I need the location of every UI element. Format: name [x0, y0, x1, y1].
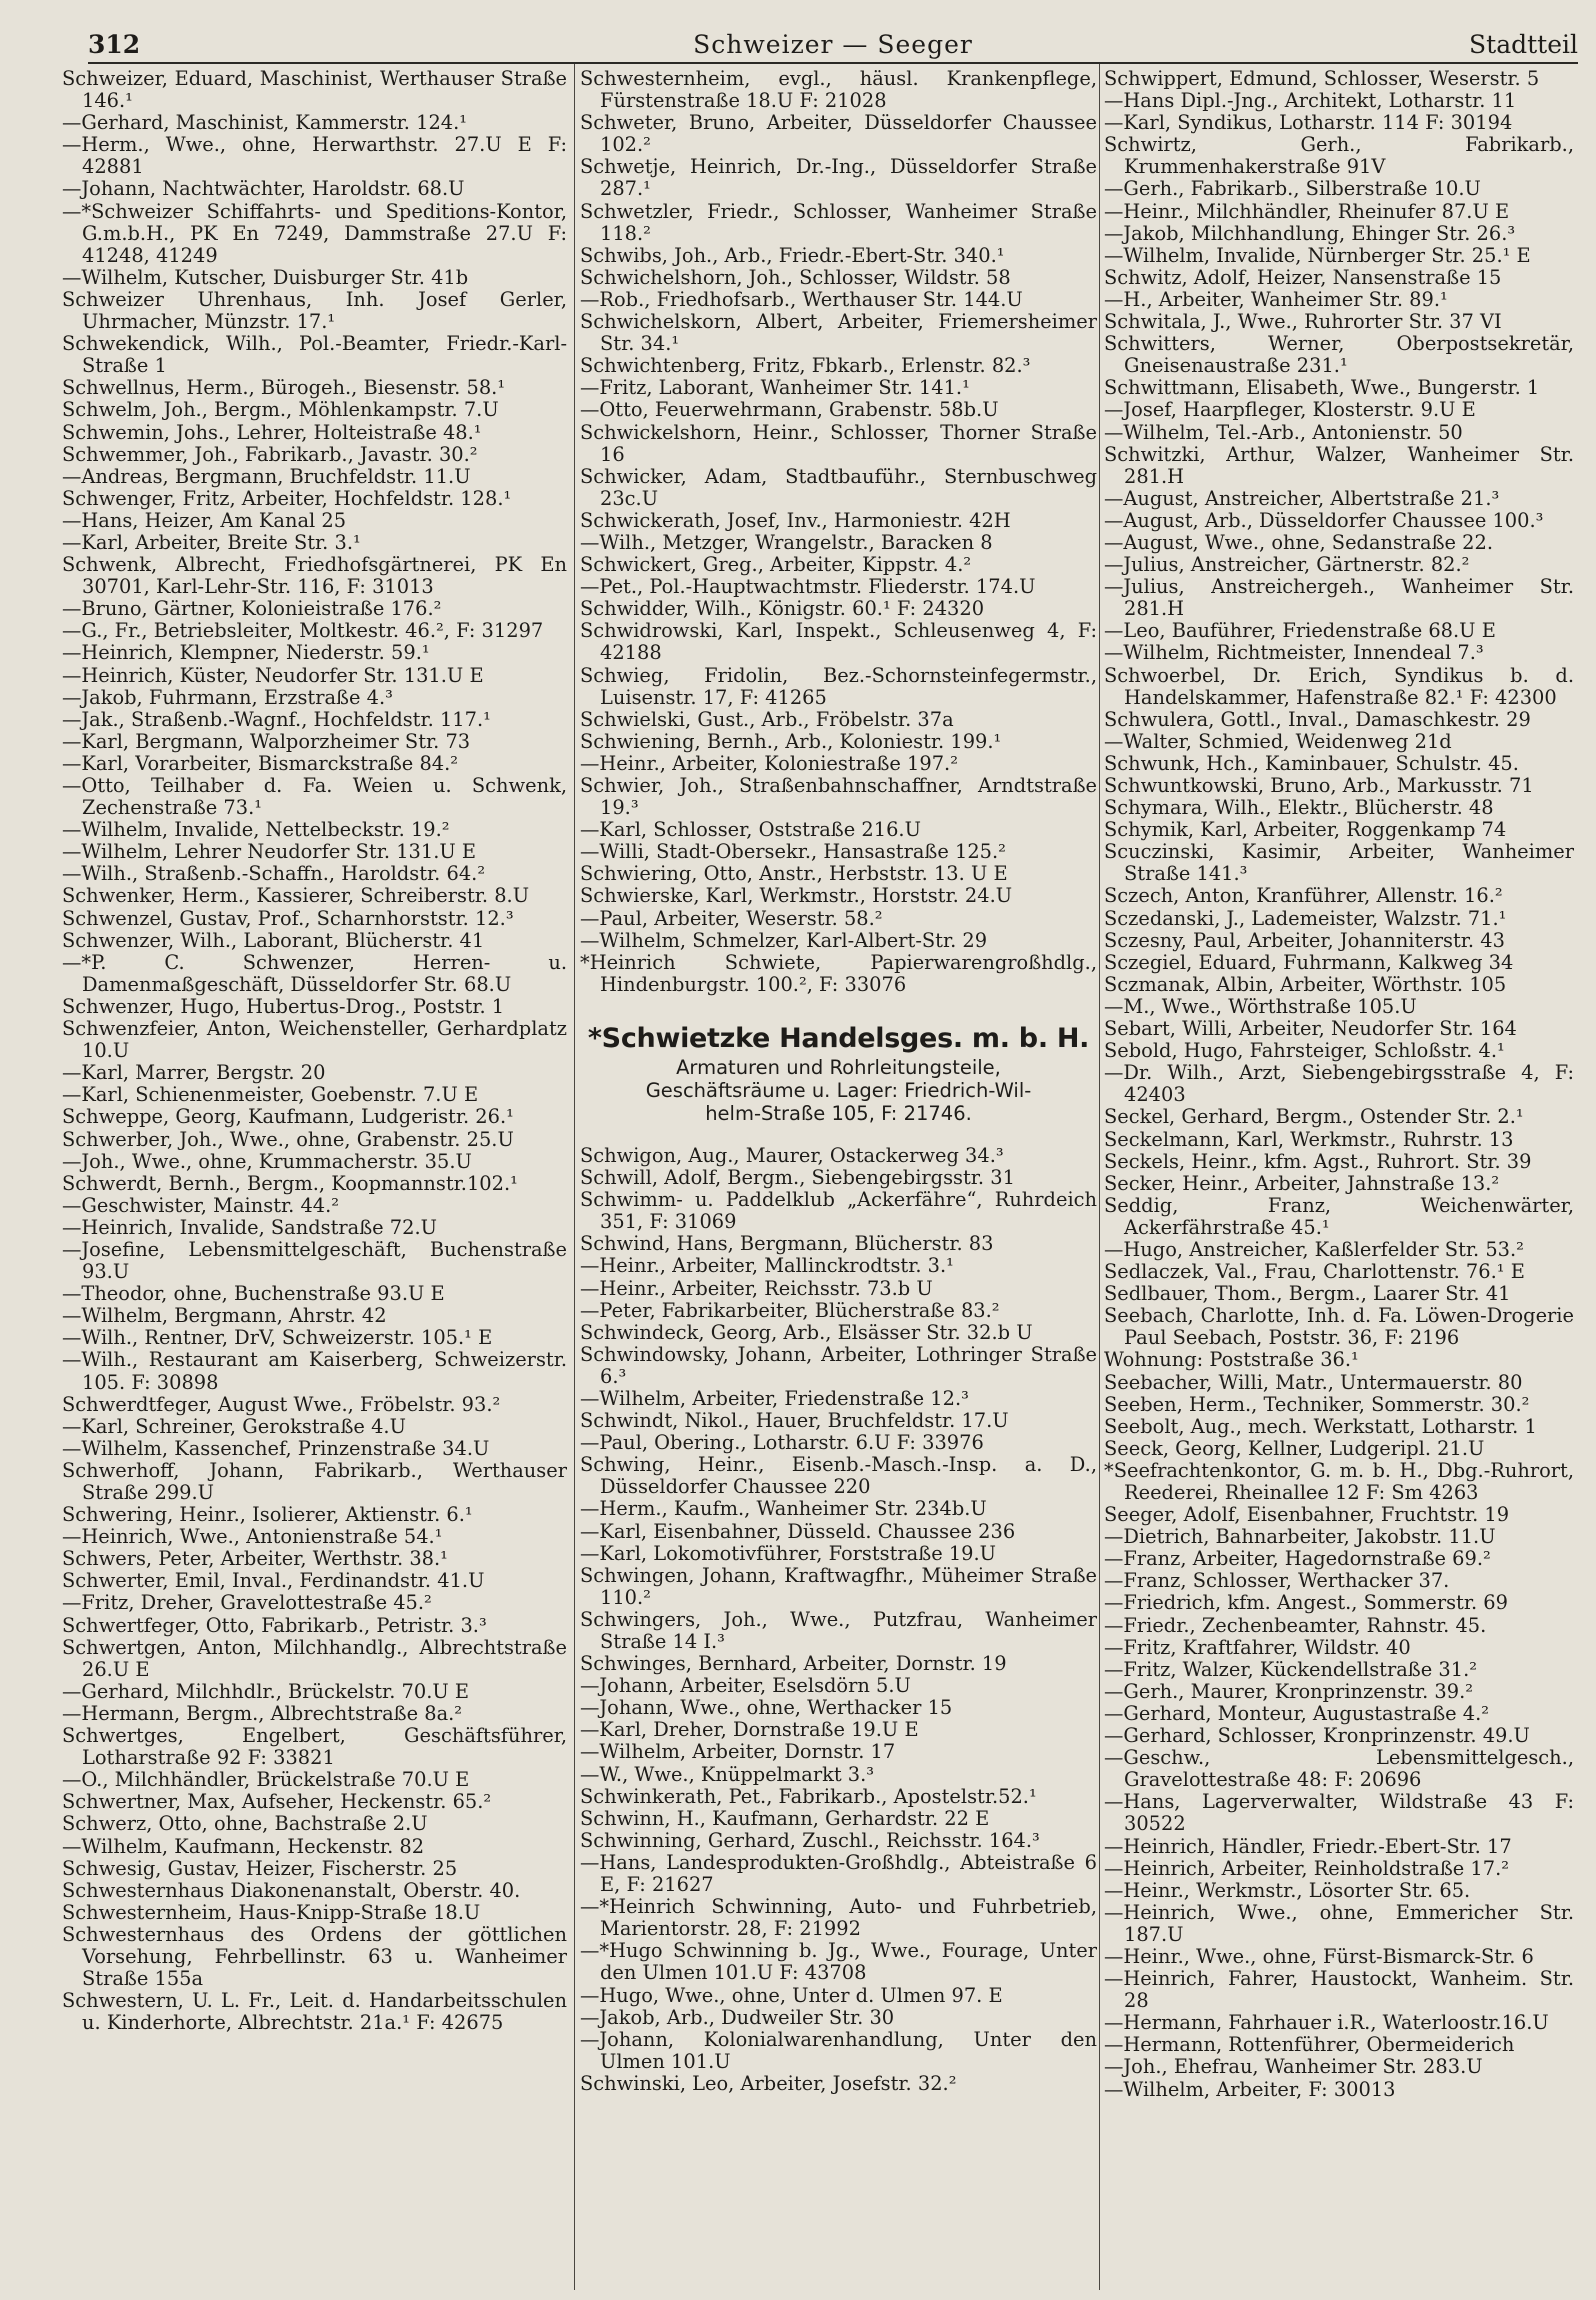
- directory-entry: Schwerter, Emil, Inval., Ferdinandstr. 41.U: [62, 1569, 485, 1593]
- directory-entry: Schweizer, Eduard, Maschinist, Werthauser Straße 146.¹: [62, 68, 567, 113]
- directory-entry: Seebacher, Willi, Matr., Untermauerstr. 80: [1104, 1370, 1523, 1394]
- directory-entry: —Franz, Arbeiter, Hagedornstraße 69.²: [1104, 1547, 1491, 1571]
- directory-entry: —Rob., Friedhofsarb., Werthauser Str. 144.U: [580, 287, 1023, 311]
- directory-entry: —Hans, Lagerverwalter, Wildstraße 43 F: 30522: [1104, 1790, 1574, 1836]
- directory-entry: —Wilhelm, Kassenchef, Prinzenstraße 34.U: [62, 1436, 490, 1460]
- directory-entry: Schwesternhaus des Ordens der göttlichen Vorsehung, Fehrbellinstr. 63 u. Wanheimer Straße 155a: [62, 1922, 567, 1991]
- advertisement-line: Armaturen und Rohrleitungsteile,: [676, 1055, 1001, 1079]
- directory-entry: Schwichelskorn, Albert, Arbeiter, Friemersheimer Str. 34.¹: [580, 310, 1097, 356]
- directory-entry: —*P. C. Schwenzer, Herren- u. Damenmaßgeschäft, Düsseldorfer Str. 68.U: [62, 950, 567, 996]
- directory-entry: —Heinrich, Wwe., ohne, Emmericher Str. 187.U: [1104, 1900, 1574, 1946]
- directory-entry: Schwertfeger, Otto, Fabrikarb., Petristr. 3.³: [62, 1613, 487, 1637]
- directory-entry: —Wilhelm, Bergmann, Ahrstr. 42: [62, 1304, 387, 1328]
- directory-entry: Schwicker, Adam, Stadtbauführ., Sternbuschweg 23c.U: [580, 464, 1097, 510]
- directory-entry: Schwingers, Joh., Wwe., Putzfrau, Wanheimer Straße 14 I.³: [580, 1607, 1097, 1653]
- directory-entry: —Johann, Kolonialwarenhandlung, Unter den Ulmen 101.U: [580, 2027, 1097, 2073]
- directory-entry: —Jak., Straßenb.-Wagnf., Hochfeldstr. 117.¹: [62, 707, 491, 731]
- column-1: [62, 68, 567, 2288]
- directory-entry: Schwuntkowski, Bruno, Arb., Markusstr. 71: [1104, 774, 1534, 797]
- directory-entry: —Heinr., Werkmstr., Lösorter Str. 65.: [1104, 1878, 1471, 1902]
- directory-entry: —Heinr., Milchhändler, Rheinufer 87.U E: [1104, 199, 1510, 223]
- directory-entry: Schwenzer, Wilh., Laborant, Blücherstr. 41: [62, 928, 485, 952]
- directory-entry: —Heinrich, Händler, Friedr.-Ebert-Str. 17: [1104, 1834, 1512, 1858]
- directory-entry: Schwittmann, Elisabeth, Wwe., Bungerstr. 1: [1104, 376, 1540, 400]
- directory-entry: —Julius, Anstreichergeh., Wanheimer Str. 281.H: [1104, 575, 1574, 621]
- directory-entry: Schwingen, Johann, Kraftwagfhr., Müheimer Straße 110.²: [580, 1563, 1097, 1609]
- directory-entry: Schwerber, Joh., Wwe., ohne, Grabenstr. 25.U: [62, 1127, 514, 1151]
- directory-entry: Schwinski, Leo, Arbeiter, Josefstr. 32.²: [580, 2071, 957, 2095]
- directory-entry: Schwitzki, Arthur, Walzer, Wanheimer Str. 281.H: [1104, 442, 1574, 488]
- directory-entry: —Dr. Wilh., Arzt, Siebengebirgsstraße 4, F: 42403: [1104, 1061, 1574, 1107]
- directory-entry: Schwill, Adolf, Bergm., Siebengebirgsstr. 31: [580, 1166, 1015, 1190]
- directory-entry: Sczegiel, Eduard, Fuhrmann, Kalkweg 34: [1104, 950, 1514, 974]
- directory-entry: Schwitters, Werner, Oberpostsekretär, Gneisenaustraße 231.¹: [1104, 332, 1574, 378]
- directory-entry: —Karl, Arbeiter, Breite Str. 3.¹: [62, 530, 361, 554]
- directory-entry: —Wilhelm, Tel.-Arb., Antonienstr. 50: [1104, 420, 1463, 444]
- directory-entry: —Karl, Schienenmeister, Goebenstr. 7.U E: [62, 1083, 479, 1107]
- directory-entry: —Karl, Bergmann, Walporzheimer Str. 73: [62, 729, 471, 753]
- directory-entry: Schwippert, Edmund, Schlosser, Weserstr. 5: [1104, 68, 1540, 90]
- directory-entry: —Friedr., Zechenbeamter, Rahnstr. 45.: [1104, 1613, 1487, 1637]
- directory-entry: Schwenk, Albrecht, Friedhofsgärtnerei, PK En 30701, Karl-Lehr-Str. 116, F: 31013: [62, 553, 567, 599]
- directory-entry: —Karl, Schlosser, Oststraße 216.U: [580, 818, 921, 842]
- directory-entry: Schwickert, Greg., Arbeiter, Kippstr. 4.²: [580, 553, 972, 577]
- directory-entry: —Heinr., Wwe., ohne, Fürst-Bismarck-Str. 6: [1104, 1944, 1534, 1968]
- directory-entry: —*Schweizer Schiffahrts- und Speditions-Kontor, G.m.b.H., PK En 7249, Dammstraße 27.U F: 41248, 41249: [62, 199, 567, 267]
- directory-entry: Scuczinski, Kasimir, Arbeiter, Wanheimer Straße 141.³: [1104, 840, 1574, 886]
- directory-entry: —H., Arbeiter, Wanheimer Str. 89.¹: [1104, 287, 1448, 311]
- directory-entry: Schwenzer, Hugo, Hubertus-Drog., Poststr. 1: [62, 994, 505, 1018]
- directory-entry: Schwerz, Otto, ohne, Bachstraße 2.U: [62, 1812, 428, 1836]
- column-2: [580, 68, 1097, 2288]
- directory-entry: Seebach, Charlotte, Inh. d. Fa. Löwen-Drogerie Paul Seebach, Poststr. 36, F: 2196: [1104, 1304, 1574, 1350]
- column-rule: [1099, 64, 1100, 2290]
- directory-entry: Sczedanski, J., Lademeister, Walzstr. 71.¹: [1104, 906, 1507, 930]
- directory-entry: —Leo, Bauführer, Friedenstraße 68.U E: [1104, 619, 1496, 643]
- directory-entry: —Wilhelm, Arbeiter, Friedenstraße 12.³: [580, 1386, 969, 1410]
- directory-entry: Schwinning, Gerhard, Zuschl., Reichsstr. 164.³: [580, 1828, 1040, 1852]
- directory-entry: —O., Milchhändler, Brückelstraße 70.U E: [62, 1768, 470, 1792]
- directory-entry: —Herm., Wwe., ohne, Herwarthstr. 27.U E F: 42881: [62, 133, 567, 179]
- directory-entry: —Karl, Vorarbeiter, Bismarckstraße 84.²: [62, 751, 459, 775]
- directory-entry: —M., Wwe., Wörthstraße 105.U: [1104, 994, 1417, 1018]
- directory-entry: Schwesig, Gustav, Heizer, Fischerstr. 25: [62, 1856, 458, 1880]
- directory-entry: Sebart, Willi, Arbeiter, Neudorfer Str. 164: [1104, 1017, 1517, 1041]
- directory-entry: Schweter, Bruno, Arbeiter, Düsseldorfer Chaussee 102.²: [580, 111, 1097, 157]
- directory-entry: Schwemin, Johs., Lehrer, Holteistraße 48.¹: [62, 420, 482, 444]
- directory-entry: Schwinkerath, Pet., Fabrikarb., Apostelstr.52.¹: [580, 1784, 1037, 1808]
- directory-entry: —Karl, Dreher, Dornstraße 19.U E: [580, 1718, 919, 1742]
- directory-entry: Schwunk, Hch., Kaminbauer, Schulstr. 45.: [1104, 751, 1519, 775]
- directory-entry: Secker, Heinr., Arbeiter, Jahnstraße 13.²: [1104, 1171, 1500, 1195]
- directory-entry: Schwestern, U. L. Fr., Leit. d. Handarbeitsschulen u. Kinderhorte, Albrechtstr. 21a.¹ F: 42675: [62, 1989, 567, 2035]
- directory-entry: —Wilhelm, Richtmeister, Innendeal 7.³: [1104, 641, 1484, 665]
- directory-entry: Schwellnus, Herm., Bürogeh., Biesenstr. 58.¹: [62, 376, 506, 400]
- directory-entry: —*Hugo Schwinning b. Jg., Wwe., Fourage, Unter den Ulmen 101.U F: 43708: [580, 1939, 1097, 1985]
- directory-entry: Schwemmer, Joh., Fabrikarb., Javastr. 30.²: [62, 442, 478, 466]
- section-label: Stadtteil: [1469, 30, 1578, 59]
- directory-entry: Schwerdt, Bernh., Bergm., Koopmannstr.102.¹: [62, 1171, 518, 1195]
- directory-entry: Schymara, Wilh., Elektr., Blücherstr. 48: [1104, 796, 1494, 820]
- directory-entry: —Hugo, Wwe., ohne, Unter d. Ulmen 97. E: [580, 1983, 1003, 2007]
- directory-entry: —Franz, Schlosser, Werthacker 37.: [1104, 1569, 1450, 1593]
- directory-entry: Schwinn, H., Kaufmann, Gerhardstr. 22 E: [580, 1806, 990, 1830]
- directory-entry: —Wilhelm, Invalide, Nürnberger Str. 25.¹ E: [1104, 243, 1531, 267]
- page-title: Schweizer — Seeger: [693, 30, 973, 59]
- directory-entry: Schwerhoff, Johann, Fabrikarb., Werthauser Straße 299.U: [62, 1458, 567, 1504]
- directory-entry: —Hans Dipl.-Jng., Architekt, Lotharstr. 11: [1104, 89, 1517, 113]
- directory-entry: —Gerhard, Milchhdlr., Brückelstr. 70.U E: [62, 1679, 470, 1703]
- advertisement-line: helm-Straße 105, F: 21746.: [705, 1101, 972, 1125]
- directory-entry: Schwierske, Karl, Werkmstr., Horststr. 24.U: [580, 884, 1013, 908]
- advertisement: [580, 1022, 1097, 1125]
- directory-entry: —Wilh., Straßenb.-Schaffn., Haroldstr. 64.²: [62, 862, 486, 886]
- directory-entry: Sczesny, Paul, Arbeiter, Johanniterstr. 43: [1104, 928, 1505, 952]
- directory-entry: —August, Wwe., ohne, Sedanstraße 22.: [1104, 530, 1494, 554]
- directory-entry: —Andreas, Bergmann, Bruchfeldstr. 11.U: [62, 464, 471, 488]
- directory-entry: Schymik, Karl, Arbeiter, Roggenkamp 74: [1104, 818, 1507, 842]
- directory-entry: —Fritz, Dreher, Gravelottestraße 45.²: [62, 1591, 432, 1615]
- column-rule: [574, 64, 575, 2290]
- directory-entry: Schwiering, Otto, Anstr., Herbststr. 13. U E: [580, 862, 1008, 886]
- directory-entry: Schwenger, Fritz, Arbeiter, Hochfeldstr. 128.¹: [62, 486, 512, 510]
- directory-entry: Schwerdtfeger, August Wwe., Fröbelstr. 93.²: [62, 1392, 501, 1416]
- directory-entry: Seeck, Georg, Kellner, Ludgeripl. 21.U: [1104, 1436, 1485, 1460]
- directory-entry: —Jakob, Fuhrmann, Erzstraße 4.³: [62, 685, 393, 709]
- directory-entry: Schwekendick, Wilh., Pol.-Beamter, Friedr.-Karl-Straße 1: [62, 332, 567, 378]
- directory-entry: Wohnung: Poststraße 36.¹: [1104, 1348, 1359, 1372]
- directory-entry: —Karl, Marrer, Bergstr. 20: [62, 1061, 326, 1085]
- directory-entry: Schwinges, Bernhard, Arbeiter, Dornstr. 19: [580, 1652, 1007, 1676]
- directory-entry: —Pet., Pol.-Hauptwachtmstr. Fliederstr. 174.U: [580, 575, 1036, 599]
- directory-entry: Seckelmann, Karl, Werkmstr., Ruhrstr. 13: [1104, 1127, 1514, 1151]
- directory-entry: Sczmanak, Albin, Arbeiter, Wörthstr. 105: [1104, 972, 1507, 996]
- directory-entry: —August, Anstreicher, Albertstraße 21.³: [1104, 486, 1500, 510]
- directory-entry: Schwind, Hans, Bergmann, Blücherstr. 83: [580, 1232, 994, 1256]
- directory-entry: —August, Arb., Düsseldorfer Chaussee 100.³: [1104, 508, 1544, 532]
- directory-entry: —Gerh., Maurer, Kronprinzenstr. 39.²: [1104, 1679, 1474, 1703]
- directory-entry: —*Heinrich Schwinning, Auto- und Fuhrbetrieb, Marientorstr. 28, F: 21992: [580, 1895, 1097, 1941]
- directory-entry: Schwetje, Heinrich, Dr.-Ing., Düsseldorfer Straße 287.¹: [580, 155, 1097, 201]
- directory-entry: Schwetzler, Friedr., Schlosser, Wanheimer Straße 118.²: [580, 199, 1097, 245]
- directory-entry: Schwielski, Gust., Arb., Fröbelstr. 37a: [580, 707, 954, 731]
- directory-entry: —Wilhelm, Kutscher, Duisburger Str. 41b: [62, 265, 469, 289]
- directory-entry: —Willi, Stadt-Obersekr., Hansastraße 125.²: [580, 840, 1006, 864]
- directory-entry: —Heinrich, Küster, Neudorfer Str. 131.U E: [62, 663, 484, 687]
- directory-entry: —Josefine, Lebensmittelgeschäft, Buchenstraße 93.U: [62, 1237, 567, 1284]
- directory-entry: —Gerhard, Schlosser, Kronprinzenstr. 49.U: [1104, 1724, 1530, 1748]
- directory-entry: —Hermann, Fahrhauer i.R., Waterloostr.16.U: [1104, 2011, 1549, 2035]
- directory-entry: —Wilh., Rentner, DrV, Schweizerstr. 105.¹ E: [62, 1326, 493, 1350]
- directory-entry: —Fritz, Kraftfahrer, Wildstr. 40: [1104, 1635, 1411, 1659]
- directory-entry: Schwibs, Joh., Arb., Friedr.-Ebert-Str. 340.¹: [580, 243, 1005, 267]
- directory-entry: *Heinrich Schwiete, Papierwarengroßhdlg., Hindenburgstr. 100.², F: 33076: [580, 950, 1097, 996]
- advertisement-title: *Schwietzke Handelsges. m. b. H.: [587, 1022, 1090, 1054]
- directory-entry: —Wilhelm, Kaufmann, Heckenstr. 82: [62, 1834, 425, 1858]
- directory-entry: —W., Wwe., Knüppelmarkt 3.³: [580, 1762, 875, 1786]
- directory-entry: Sedlaczek, Val., Frau, Charlottenstr. 76.¹ E: [1104, 1260, 1525, 1284]
- directory-entry: —Gerhard, Monteur, Augustastraße 4.²: [1104, 1701, 1490, 1725]
- directory-entry: Schwesternhaus Diakonenanstalt, Oberstr. 40.: [62, 1878, 521, 1902]
- directory-entry: —Friedrich, kfm. Angest., Sommerstr. 69: [1104, 1591, 1508, 1615]
- directory-entry: —Josef, Haarpfleger, Klosterstr. 9.U E: [1104, 398, 1476, 422]
- directory-entry: Seddig, Franz, Weichenwärter, Ackerfährstraße 45.¹: [1104, 1193, 1574, 1239]
- page-number: 312: [88, 30, 141, 59]
- directory-entry: Schwenker, Herm., Kassierer, Schreiberstr. 8.U: [62, 884, 530, 908]
- directory-entry: Schwoerbel, Dr. Erich, Syndikus b. d. Handelskammer, Hafenstraße 82.¹ F: 42300: [1104, 663, 1574, 709]
- directory-entry: Seeger, Adolf, Eisenbahner, Fruchtstr. 19: [1104, 1503, 1510, 1527]
- directory-entry: Sebold, Hugo, Fahrsteiger, Schloßstr. 4.¹: [1104, 1039, 1505, 1063]
- directory-entry: —Paul, Arbeiter, Weserstr. 58.²: [580, 906, 883, 930]
- directory-entry: Schwelm, Joh., Bergm., Möhlenkampstr. 7.U: [62, 398, 499, 422]
- directory-entry: —Jakob, Arb., Dudweiler Str. 30: [580, 2005, 895, 2029]
- directory-entry: *Seefrachtenkontor, G. m. b. H., Dbg.-Ruhrort, Reederei, Rheinallee 12 F: Sm 4263: [1104, 1458, 1574, 1504]
- directory-entry: —G., Fr., Betriebsleiter, Moltkestr. 46.², F: 31297: [62, 619, 544, 643]
- directory-entry: Schwichtenberg, Fritz, Fbkarb., Erlenstr. 82.³: [580, 354, 1031, 378]
- directory-entry: —Joh., Ehefrau, Wanheimer Str. 283.U: [1104, 2055, 1483, 2079]
- directory-entry: Schwenzfeier, Anton, Weichensteller, Gerhardplatz 10.U: [62, 1017, 567, 1063]
- directory-entry: —Johann, Nachtwächter, Haroldstr. 68.U: [62, 177, 465, 201]
- directory-entry: Schwitala, J., Wwe., Ruhrorter Str. 37 VI: [1104, 310, 1502, 334]
- directory-entry: —Theodor, ohne, Buchenstraße 93.U E: [62, 1282, 445, 1306]
- page-header: [88, 22, 1578, 64]
- directory-entry: —Johann, Arbeiter, Eselsdörn 5.U: [580, 1674, 911, 1698]
- directory-entry: —Wilhelm, Arbeiter, Dornstr. 17: [580, 1740, 896, 1764]
- directory-entry: —Hans, Heizer, Am Kanal 25: [62, 508, 347, 532]
- directory-entry: —Wilh., Restaurant am Kaiserberg, Schweizerstr. 105. F: 30898: [62, 1348, 567, 1394]
- directory-entry: —Herm., Kaufm., Wanheimer Str. 234b.U: [580, 1497, 987, 1521]
- directory-entry: Schwindeck, Georg, Arb., Elsässer Str. 32.b U: [580, 1320, 1033, 1344]
- directory-entry: —Hermann, Rottenführer, Obermeiderich: [1104, 2033, 1515, 2057]
- directory-entry: —Heinrich, Klempner, Niederstr. 59.¹: [62, 641, 430, 665]
- directory-entry: Sedlbauer, Thom., Bergm., Laarer Str. 41: [1104, 1282, 1511, 1306]
- directory-entry: Schwenzel, Gustav, Prof., Scharnhorststr. 12.³: [62, 906, 514, 930]
- advertisement-line: Geschäftsräume u. Lager: Friedrich-Wil-: [645, 1078, 1032, 1102]
- directory-entry: Schwickelshorn, Heinr., Schlosser, Thorner Straße 16: [580, 420, 1097, 466]
- directory-entry: Schwulera, Gottl., Inval., Damaschkestr. 29: [1104, 707, 1531, 731]
- directory-entry: Schwiening, Bernh., Arb., Koloniestr. 199.¹: [580, 729, 1002, 753]
- directory-entry: Seckels, Heinr., kfm. Agst., Ruhrort. Str. 39: [1104, 1149, 1532, 1173]
- directory-entry: —Wilhelm, Invalide, Nettelbeckstr. 19.²: [62, 818, 450, 842]
- directory-entry: Seeben, Herm., Techniker, Sommerstr. 30.²: [1104, 1392, 1530, 1416]
- directory-entry: Schwesternheim, Haus-Knipp-Straße 18.U: [62, 1900, 481, 1924]
- directory-entry: Schwesternheim, evgl., häusl. Krankenpflege, Fürstenstraße 18.U F: 21028: [580, 68, 1097, 113]
- directory-entry: —Fritz, Laborant, Wanheimer Str. 141.¹: [580, 376, 970, 400]
- directory-entry: Schweppe, Georg, Kaufmann, Ludgeristr. 26.¹: [62, 1105, 514, 1129]
- directory-entry: Schwidrowski, Karl, Inspekt., Schleusenweg 4, F: 42188: [580, 619, 1097, 665]
- directory-entry: —Hans, Landesprodukten-Großhdlg., Abteistraße 6 E, F: 21627: [580, 1850, 1097, 1897]
- directory-entry: —Heinrich, Invalide, Sandstraße 72.U: [62, 1215, 437, 1239]
- directory-entry: —Dietrich, Bahnarbeiter, Jakobstr. 11.U: [1104, 1525, 1496, 1549]
- directory-entry: —Fritz, Walzer, Kückendellstraße 31.²: [1104, 1657, 1478, 1681]
- directory-entry: —Geschwister, Mainstr. 44.²: [62, 1193, 340, 1217]
- column-3: [1104, 68, 1574, 2288]
- directory-entry: —Heinrich, Arbeiter, Reinholdstraße 17.²: [1104, 1856, 1510, 1880]
- directory-entry: Schwertges, Engelbert, Geschäftsführer, Lotharstraße 92 F: 33821: [62, 1724, 567, 1770]
- directory-entry: Schwindowsky, Johann, Arbeiter, Lothringer Straße 6.³: [580, 1342, 1097, 1388]
- directory-entry: Seebolt, Aug., mech. Werkstatt, Lotharstr. 1: [1104, 1414, 1537, 1438]
- directory-entry: —Heinrich, Wwe., Antonienstraße 54.¹: [62, 1525, 443, 1549]
- directory-entry: Schwers, Peter, Arbeiter, Werthstr. 38.¹: [62, 1547, 448, 1571]
- directory-entry: Schwitz, Adolf, Heizer, Nansenstraße 15: [1104, 265, 1502, 289]
- directory-entry: —Johann, Wwe., ohne, Werthacker 15: [580, 1696, 953, 1720]
- directory-entry: Schwertgen, Anton, Milchhandlg., Albrechtstraße 26.U E: [62, 1635, 567, 1681]
- directory-entry: —Jakob, Milchhandlung, Ehinger Str. 26.³: [1104, 221, 1516, 245]
- directory-entry: —Karl, Eisenbahner, Düsseld. Chaussee 236: [580, 1519, 1016, 1543]
- directory-entry: Schwieg, Fridolin, Bez.-Schornsteinfegermstr., Luisenstr. 17, F: 41265: [580, 663, 1097, 709]
- directory-entry: Schwering, Heinr., Isolierer, Aktienstr. 6.¹: [62, 1503, 473, 1527]
- directory-entry: Schwichelshorn, Joh., Schlosser, Wildstr. 58: [580, 265, 1011, 289]
- directory-entry: —Karl, Syndikus, Lotharstr. 114 F: 30194: [1104, 111, 1513, 135]
- directory-entry: Schwindt, Nikol., Hauer, Bruchfeldstr. 17.U: [580, 1409, 1009, 1433]
- directory-entry: —Walter, Schmied, Weidenweg 21d: [1104, 729, 1452, 753]
- directory-entry: —Peter, Fabrikarbeiter, Blücherstraße 83.²: [580, 1298, 1000, 1322]
- directory-entry: —Heinr., Arbeiter, Mallinckrodtstr. 3.¹: [580, 1254, 954, 1278]
- directory-entry: —Heinr., Arbeiter, Koloniestraße 197.²: [580, 751, 958, 775]
- directory-entry: —Hermann, Bergm., Albrechtstraße 8a.²: [62, 1701, 463, 1725]
- directory-entry: Schweizer Uhrenhaus, Inh. Josef Gerler, Uhrmacher, Münzstr. 17.¹: [62, 287, 567, 334]
- directory-entry: —Wilhelm, Schmelzer, Karl-Albert-Str. 29: [580, 928, 988, 952]
- directory-entry: —Bruno, Gärtner, Kolonieistraße 176.²: [62, 597, 442, 621]
- directory-entry: —Otto, Feuerwehrmann, Grabenstr. 58b.U: [580, 398, 999, 422]
- directory-entry: —Karl, Schreiner, Gerokstraße 4.U: [62, 1414, 406, 1438]
- directory-entry: —Heinr., Arbeiter, Reichsstr. 73.b U: [580, 1276, 933, 1300]
- directory-entry: Schwing, Heinr., Eisenb.-Masch.-Insp. a. D., Düsseldorfer Chaussee 220: [580, 1453, 1097, 1499]
- directory-entry: Schwigon, Aug., Maurer, Ostackerweg 34.³: [580, 1143, 1004, 1167]
- directory-entry: —Wilh., Metzger, Wrangelstr., Baracken 8: [580, 530, 993, 554]
- directory-entry: Sczech, Anton, Kranführer, Allenstr. 16.²: [1104, 884, 1503, 908]
- directory-entry: Schwertner, Max, Aufseher, Heckenstr. 65.²: [62, 1790, 492, 1814]
- directory-entry: Schwickerath, Josef, Inv., Harmoniestr. 42H: [580, 508, 1011, 532]
- directory-entry: —Hugo, Anstreicher, Kaßlerfelder Str. 53.²: [1104, 1237, 1524, 1261]
- directory-entry: Seckel, Gerhard, Bergm., Ostender Str. 2.¹: [1104, 1105, 1524, 1129]
- directory-entry: —Gerhard, Maschinist, Kammerstr. 124.¹: [62, 111, 468, 135]
- directory-entry: —Heinrich, Fahrer, Haustockt, Wanheim. Str. 28: [1104, 1967, 1574, 2013]
- directory-entry: —Joh., Wwe., ohne, Krummacherstr. 35.U: [62, 1149, 472, 1173]
- directory-entry: —Paul, Obering., Lotharstr. 6.U F: 33976: [580, 1431, 984, 1455]
- directory-entry: Schwimm- u. Paddelklub „Ackerfähre“, Ruhrdeich 351, F: 31069: [580, 1188, 1097, 1234]
- directory-entry: —Gerh., Fabrikarb., Silberstraße 10.U: [1104, 177, 1481, 201]
- directory-entry: Schwirtz, Gerh., Fabrikarb., Krummenhakerstraße 91V: [1104, 133, 1574, 179]
- directory-entry: —Julius, Anstreicher, Gärtnerstr. 82.²: [1104, 553, 1470, 577]
- directory-entry: —Otto, Teilhaber d. Fa. Weien u. Schwenk, Zechenstraße 73.¹: [62, 774, 567, 820]
- directory-entry: Schwidder, Wilh., Königstr. 60.¹ F: 24320: [580, 597, 985, 621]
- directory-entry: —Wilhelm, Arbeiter, F: 30013: [1104, 2077, 1396, 2101]
- directory-entry: —Geschw., Lebensmittelgesch., Gravelottestraße 48: F: 20696: [1104, 1746, 1574, 1792]
- directory-entry: Schwier, Joh., Straßenbahnschaffner, Arndtstraße 19.³: [580, 774, 1097, 820]
- directory-entry: —Wilhelm, Lehrer Neudorfer Str. 131.U E: [62, 840, 477, 864]
- directory-entry: —Karl, Lokomotivführer, Forststraße 19.U: [580, 1541, 997, 1565]
